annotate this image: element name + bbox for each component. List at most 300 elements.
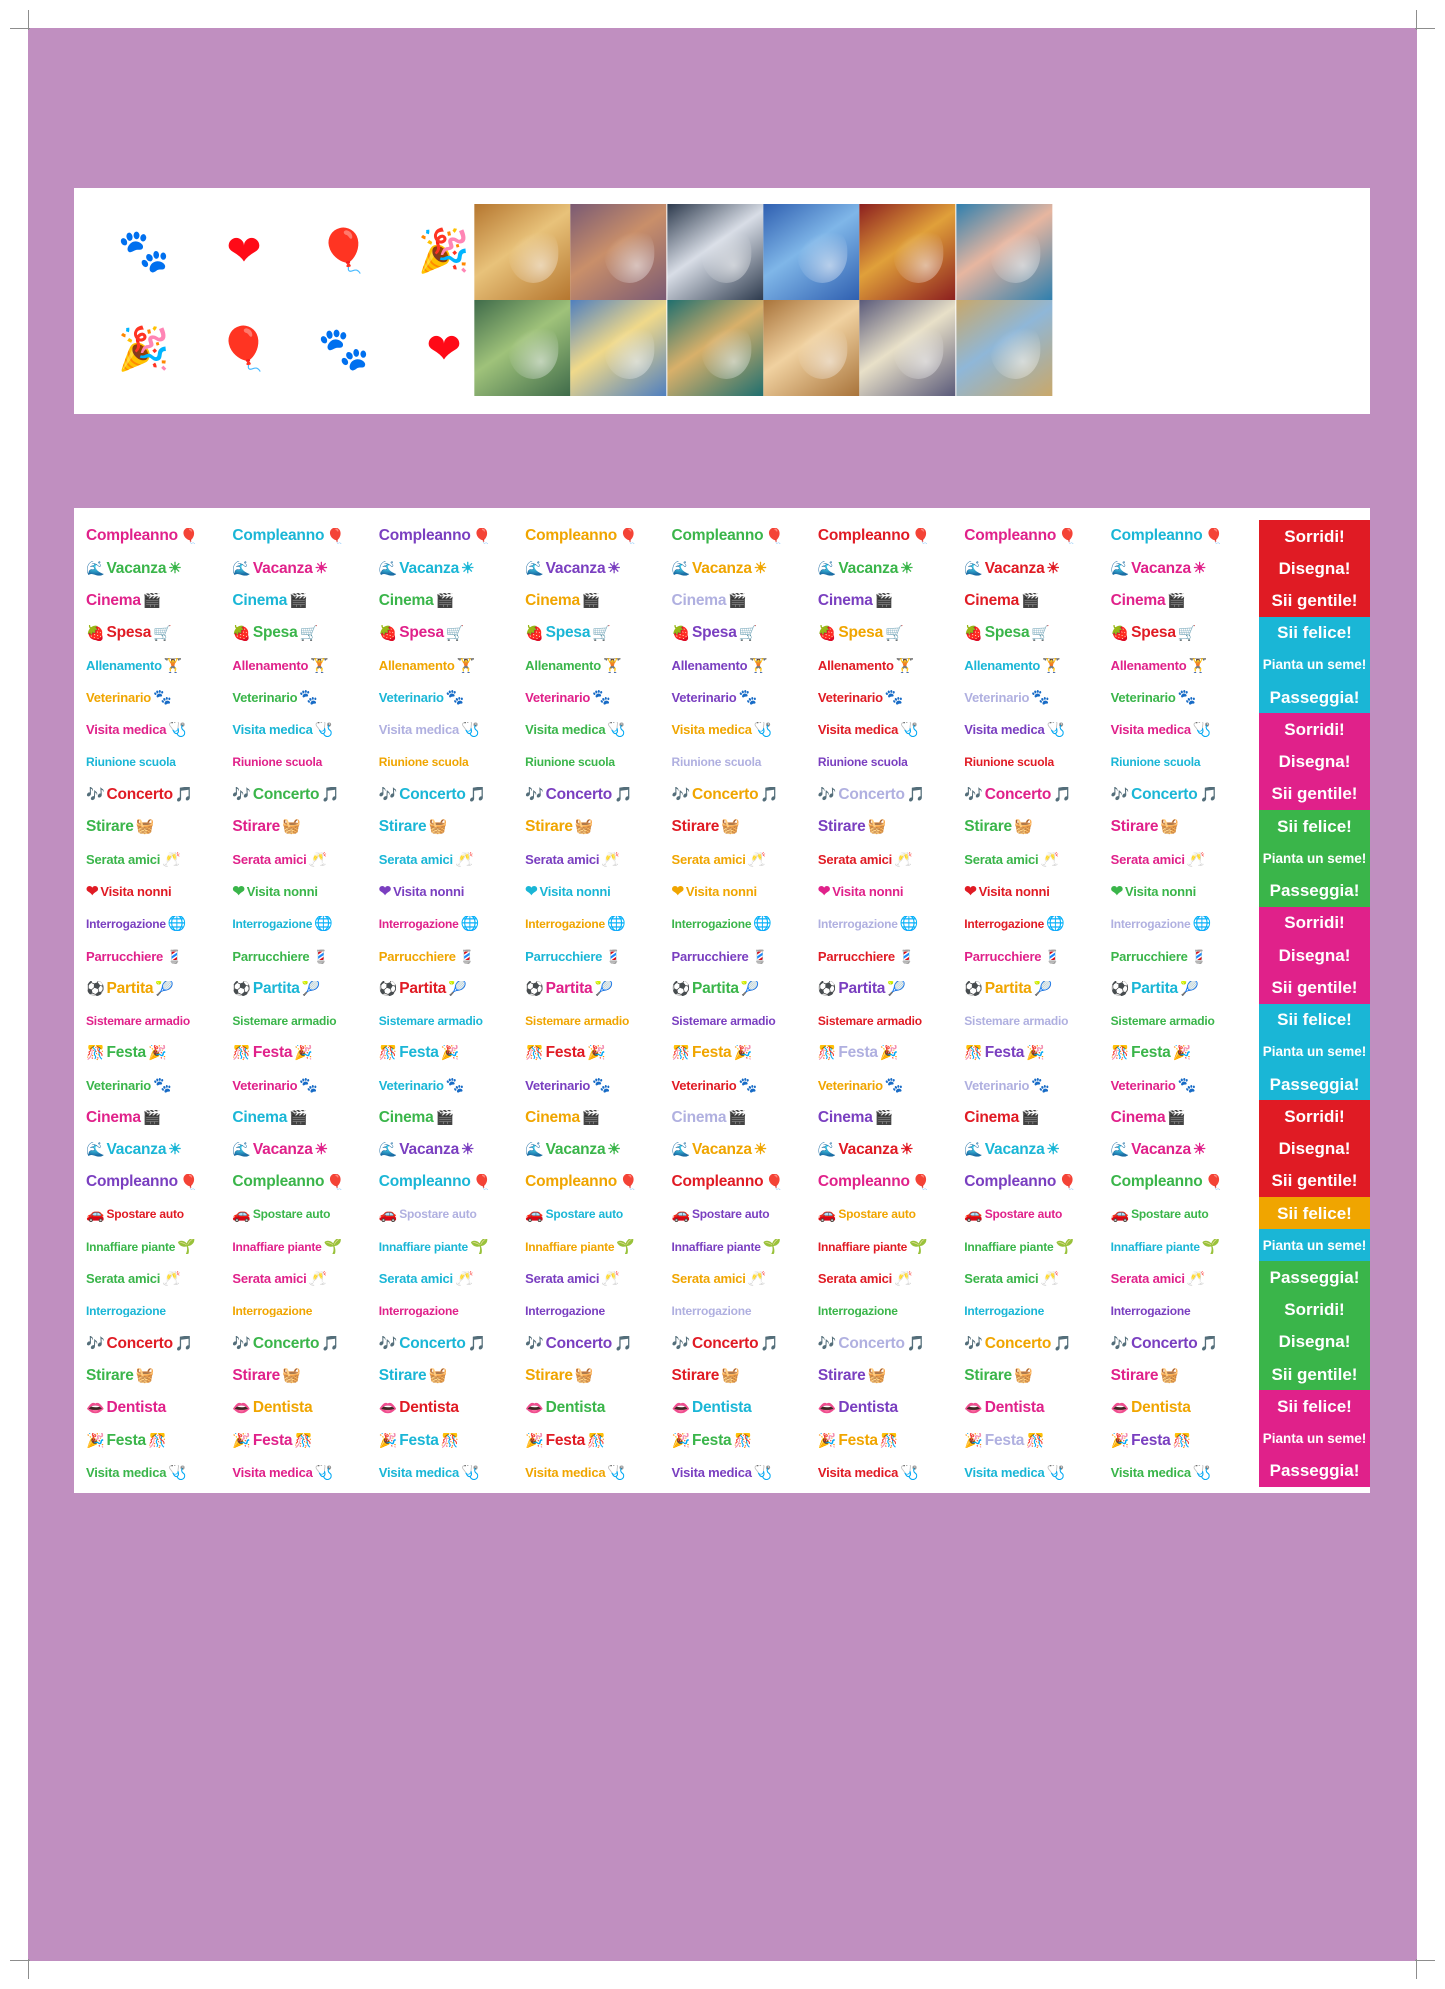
sticker-riunione-scuola[interactable]: [1109, 756, 1255, 768]
motivational-label[interactable]: [1259, 1294, 1370, 1326]
sticker-cinema[interactable]: [377, 1110, 523, 1126]
sticker-dentista[interactable]: [523, 1400, 669, 1416]
sticker-dentista[interactable]: [816, 1400, 962, 1416]
sticker-vacanza[interactable]: [523, 561, 669, 577]
sticker-cinema[interactable]: [670, 1110, 816, 1126]
sticker-spostare-auto[interactable]: [1109, 1207, 1255, 1222]
sticker-allenamento[interactable]: [377, 658, 523, 673]
sticker-festa[interactable]: [1109, 1433, 1255, 1449]
sticker-concerto[interactable]: [670, 1336, 816, 1352]
sticker-concerto[interactable]: [84, 787, 230, 803]
sticker-cinema[interactable]: [230, 593, 376, 609]
sticker-veterinario[interactable]: [816, 1078, 962, 1093]
motivational-label[interactable]: [1259, 1261, 1370, 1293]
motivational-label[interactable]: [1259, 1326, 1370, 1358]
sticker-dentista[interactable]: [377, 1400, 523, 1416]
sticker-partita[interactable]: [230, 981, 376, 997]
sticker-veterinario[interactable]: [377, 1078, 523, 1093]
sticker-serata-amici[interactable]: [377, 852, 523, 867]
sticker-visita-medica[interactable]: [377, 1465, 523, 1480]
motivational-label[interactable]: [1259, 681, 1370, 713]
sticker-festa[interactable]: [1109, 1045, 1255, 1061]
sticker-lead-icon: 🎶: [232, 786, 251, 803]
sticker-allenamento[interactable]: [670, 658, 816, 673]
sticker-spesa[interactable]: [84, 625, 230, 641]
sticker-stirare[interactable]: [84, 819, 230, 835]
sticker-interrogazione[interactable]: [84, 916, 230, 931]
sticker-visita-medica[interactable]: [816, 722, 962, 737]
sticker-festa[interactable]: [816, 1433, 962, 1449]
sticker-dentista[interactable]: [670, 1400, 816, 1416]
motivational-label[interactable]: [1259, 1358, 1370, 1390]
sticker-trailing-icon: 🎵: [467, 1335, 487, 1352]
sticker-partita[interactable]: [1109, 981, 1255, 997]
sticker-compleanno[interactable]: [230, 528, 376, 544]
sticker-vacanza[interactable]: [230, 1142, 376, 1158]
sticker-interrogazione[interactable]: [84, 1305, 230, 1317]
sticker-trailing-icon: ☀: [607, 560, 621, 577]
sticker-veterinario[interactable]: [523, 690, 669, 705]
sticker-cinema[interactable]: [1109, 593, 1255, 609]
sticker-compleanno[interactable]: [1109, 1174, 1255, 1190]
sticker-cinema[interactable]: [230, 1110, 376, 1126]
sticker-serata-amici[interactable]: [962, 1271, 1108, 1286]
sticker-parrucchiere[interactable]: [962, 949, 1108, 964]
sticker-vacanza[interactable]: [377, 1142, 523, 1158]
sticker-lead-icon: 🚗: [964, 1206, 983, 1222]
sticker-concerto[interactable]: [962, 787, 1108, 803]
motivational-label[interactable]: [1259, 1100, 1370, 1132]
motivational-label[interactable]: [1259, 1165, 1370, 1197]
sticker-cinema[interactable]: [962, 1110, 1108, 1126]
sticker-innaffiare-piante[interactable]: [1109, 1239, 1255, 1254]
sticker-concerto[interactable]: [816, 787, 962, 803]
sticker-compleanno[interactable]: [670, 1174, 816, 1190]
sticker-serata-amici[interactable]: [816, 852, 962, 867]
sticker-stirare[interactable]: [816, 819, 962, 835]
motivational-label[interactable]: [1259, 1455, 1370, 1487]
sticker-veterinario[interactable]: [670, 690, 816, 705]
sticker-innaffiare-piante[interactable]: [816, 1239, 962, 1254]
sticker-sistemare-armadio[interactable]: [816, 1015, 962, 1027]
sticker-interrogazione[interactable]: [962, 916, 1108, 931]
sticker-sistemare-armadio[interactable]: [523, 1015, 669, 1027]
sticker-serata-amici[interactable]: [670, 1271, 816, 1286]
sticker-stirare[interactable]: [962, 819, 1108, 835]
sticker-dentista[interactable]: [962, 1400, 1108, 1416]
sticker-innaffiare-piante[interactable]: [230, 1239, 376, 1254]
motivational-label[interactable]: [1259, 939, 1370, 971]
sticker-stirare[interactable]: [523, 819, 669, 835]
motivational-label[interactable]: [1259, 1036, 1370, 1068]
sticker-compleanno[interactable]: [84, 528, 230, 544]
sticker-label: Serata amici: [525, 851, 600, 867]
sticker-interrogazione[interactable]: [816, 1305, 962, 1317]
sticker-spesa[interactable]: [230, 625, 376, 641]
motivational-label[interactable]: [1259, 778, 1370, 810]
sticker-innaffiare-piante[interactable]: [962, 1239, 1108, 1254]
sticker-vacanza[interactable]: [523, 1142, 669, 1158]
sticker-cinema[interactable]: [84, 1110, 230, 1126]
sticker-lead-icon: 🎊: [964, 1045, 983, 1061]
sticker-concerto[interactable]: [377, 1336, 523, 1352]
photo-highlight: [605, 321, 655, 379]
sticker-serata-amici[interactable]: [816, 1271, 962, 1286]
sticker-spesa[interactable]: [962, 625, 1108, 641]
sticker-lead-icon: 🎶: [378, 786, 398, 803]
sticker-serata-amici[interactable]: [230, 1271, 376, 1286]
motivational-label[interactable]: [1259, 1068, 1370, 1100]
sticker-spesa[interactable]: [670, 625, 816, 641]
sticker-vacanza[interactable]: [230, 561, 376, 577]
sticker-festa[interactable]: [816, 1045, 962, 1061]
sticker-allenamento[interactable]: [1109, 658, 1255, 673]
sticker-veterinario[interactable]: [377, 690, 523, 705]
motivational-label[interactable]: [1259, 1004, 1370, 1036]
sticker-allenamento[interactable]: [816, 658, 962, 673]
sticker-interrogazione[interactable]: [1109, 916, 1255, 931]
sticker-lead-icon: 🌊: [86, 560, 105, 577]
sticker-allenamento[interactable]: [962, 658, 1108, 673]
sticker-spostare-auto[interactable]: [962, 1207, 1108, 1222]
motivational-label[interactable]: [1259, 746, 1370, 778]
sticker-trailing-icon: 🏋: [602, 657, 622, 673]
sticker-visita-medica[interactable]: [1109, 722, 1255, 737]
sticker-label: Stirare: [525, 819, 573, 835]
sticker-serata-amici[interactable]: [377, 1271, 523, 1286]
sticker-spostare-auto[interactable]: [84, 1207, 230, 1222]
sticker-spesa[interactable]: [377, 625, 523, 641]
sticker-riunione-scuola[interactable]: [816, 756, 962, 768]
sticker-trailing-icon: 🥂: [162, 851, 181, 867]
sticker-stirare[interactable]: [816, 1368, 962, 1384]
sticker-visita-nonni[interactable]: [816, 884, 962, 899]
sticker-cinema[interactable]: [816, 1110, 962, 1126]
sticker-stirare[interactable]: [1109, 1368, 1255, 1384]
sticker-dentista[interactable]: [230, 1400, 376, 1416]
sticker-innaffiare-piante[interactable]: [377, 1239, 523, 1254]
sticker-spesa[interactable]: [816, 625, 962, 641]
sticker-visita-medica[interactable]: [670, 722, 816, 737]
motivational-label[interactable]: [1259, 584, 1370, 616]
sticker-vacanza[interactable]: [962, 561, 1108, 577]
sticker-visita-nonni[interactable]: [962, 884, 1108, 899]
sticker-partita[interactable]: [84, 981, 230, 997]
sticker-sistemare-armadio[interactable]: [670, 1015, 816, 1027]
sticker-concerto[interactable]: [523, 787, 669, 803]
sticker-riunione-scuola[interactable]: [230, 756, 376, 768]
sticker-interrogazione[interactable]: [523, 916, 669, 931]
sticker-visita-nonni[interactable]: [230, 884, 376, 899]
sticker-concerto[interactable]: [1109, 1336, 1255, 1352]
sticker-riunione-scuola[interactable]: [523, 756, 669, 768]
sticker-interrogazione[interactable]: [670, 916, 816, 931]
sticker-concerto[interactable]: [84, 1336, 230, 1352]
motivational-label[interactable]: [1259, 520, 1370, 552]
sticker-spesa[interactable]: [1109, 625, 1255, 641]
sticker-spostare-auto[interactable]: [523, 1207, 669, 1222]
sticker-serata-amici[interactable]: [962, 852, 1108, 867]
sticker-veterinario[interactable]: [84, 1078, 230, 1093]
sticker-sistemare-armadio[interactable]: [962, 1015, 1108, 1027]
sticker-sistemare-armadio[interactable]: [1109, 1015, 1255, 1027]
motivational-label[interactable]: [1259, 552, 1370, 584]
sticker-visita-nonni[interactable]: [523, 884, 669, 899]
sticker-compleanno[interactable]: [523, 1174, 669, 1190]
sticker-spostare-auto[interactable]: [377, 1207, 523, 1222]
sticker-serata-amici[interactable]: [523, 852, 669, 867]
sticker-festa[interactable]: [962, 1433, 1108, 1449]
sticker-concerto[interactable]: [230, 1336, 376, 1352]
sticker-visita-medica[interactable]: [962, 1465, 1108, 1480]
motivational-label-text: Sorridi!: [1284, 1106, 1345, 1126]
sticker-riunione-scuola[interactable]: [962, 756, 1108, 768]
sticker-serata-amici[interactable]: [1109, 1271, 1255, 1286]
sticker-partita[interactable]: [670, 981, 816, 997]
sticker-lead-icon: 🎶: [525, 1335, 544, 1352]
sticker-visita-medica[interactable]: [816, 1465, 962, 1480]
sticker-riunione-scuola[interactable]: [84, 756, 230, 768]
sticker-stirare[interactable]: [670, 819, 816, 835]
sticker-compleanno[interactable]: [962, 528, 1108, 544]
sticker-label: Compleanno: [378, 1174, 471, 1190]
sticker-row: [84, 778, 1255, 810]
sticker-cinema[interactable]: [962, 593, 1108, 609]
sticker-festa[interactable]: [670, 1045, 816, 1061]
sticker-veterinario[interactable]: [230, 1078, 376, 1093]
sticker-visita-nonni[interactable]: [1109, 884, 1255, 899]
sticker-partita[interactable]: [816, 981, 962, 997]
sticker-serata-amici[interactable]: [84, 1271, 230, 1286]
sticker-parrucchiere[interactable]: [816, 949, 962, 964]
sticker-vacanza[interactable]: [670, 561, 816, 577]
sticker-compleanno[interactable]: [523, 528, 669, 544]
sticker-festa[interactable]: [230, 1433, 376, 1449]
sticker-festa[interactable]: [377, 1045, 523, 1061]
motivational-label[interactable]: [1259, 649, 1370, 681]
sticker-innaffiare-piante[interactable]: [523, 1239, 669, 1254]
motivational-label[interactable]: [1259, 1390, 1370, 1422]
sticker-vacanza[interactable]: [84, 1142, 230, 1158]
sticker-compleanno[interactable]: [816, 528, 962, 544]
sticker-riunione-scuola[interactable]: [670, 756, 816, 768]
sticker-concerto[interactable]: [962, 1336, 1108, 1352]
sticker-vacanza[interactable]: [962, 1142, 1108, 1158]
sticker-interrogazione[interactable]: [670, 1305, 816, 1317]
sticker-trailing-icon: 🌐: [607, 916, 626, 932]
sticker-innaffiare-piante[interactable]: [670, 1239, 816, 1254]
sticker-innaffiare-piante[interactable]: [84, 1239, 230, 1254]
sticker-compleanno[interactable]: [1109, 528, 1255, 544]
sticker-visita-medica[interactable]: [84, 1465, 230, 1480]
sticker-cinema[interactable]: [816, 593, 962, 609]
sticker-veterinario[interactable]: [816, 690, 962, 705]
motivational-label[interactable]: [1259, 1132, 1370, 1164]
sticker-interrogazione[interactable]: [816, 916, 962, 931]
sticker-visita-nonni[interactable]: [377, 884, 523, 899]
sticker-festa[interactable]: [670, 1433, 816, 1449]
sticker-dentista[interactable]: [1109, 1400, 1255, 1416]
sticker-interrogazione[interactable]: [230, 1305, 376, 1317]
sticker-compleanno[interactable]: [816, 1174, 962, 1190]
sticker-stirare[interactable]: [1109, 819, 1255, 835]
sticker-allenamento[interactable]: [230, 658, 376, 673]
sticker-interrogazione[interactable]: [523, 1305, 669, 1317]
sticker-vacanza[interactable]: [670, 1142, 816, 1158]
sticker-cinema[interactable]: [377, 593, 523, 609]
sticker-partita[interactable]: [962, 981, 1108, 997]
sticker-visita-medica[interactable]: [230, 722, 376, 737]
motivational-label[interactable]: [1259, 971, 1370, 1003]
sticker-cinema[interactable]: [84, 593, 230, 609]
sticker-cinema[interactable]: [523, 593, 669, 609]
sticker-visita-medica[interactable]: [230, 1465, 376, 1480]
sticker-visita-medica[interactable]: [377, 722, 523, 737]
sticker-label: Innaffiare piante: [964, 1239, 1054, 1254]
sticker-stirare[interactable]: [84, 1368, 230, 1384]
sticker-concerto[interactable]: [523, 1336, 669, 1352]
sticker-visita-medica[interactable]: [84, 722, 230, 737]
sticker-serata-amici[interactable]: [84, 852, 230, 867]
sticker-trailing-icon: 🎈: [326, 528, 345, 544]
sticker-riunione-scuola[interactable]: [377, 756, 523, 768]
sticker-veterinario[interactable]: [1109, 690, 1255, 705]
sticker-spostare-auto[interactable]: [670, 1207, 816, 1222]
sticker-spostare-auto[interactable]: [816, 1207, 962, 1222]
motivational-label[interactable]: [1259, 810, 1370, 842]
sticker-visita-medica[interactable]: [1109, 1465, 1255, 1480]
sticker-interrogazione[interactable]: [962, 1305, 1108, 1317]
sticker-stirare[interactable]: [670, 1368, 816, 1384]
sticker-stirare[interactable]: [230, 1368, 376, 1384]
sticker-sistemare-armadio[interactable]: [377, 1015, 523, 1027]
sticker-dentista[interactable]: [84, 1400, 230, 1416]
sticker-visita-medica[interactable]: [523, 722, 669, 737]
sticker-stirare[interactable]: [523, 1368, 669, 1384]
motivational-label[interactable]: [1259, 1423, 1370, 1455]
sticker-compleanno[interactable]: [377, 528, 523, 544]
sticker-concerto[interactable]: [377, 787, 523, 803]
sticker-festa[interactable]: [84, 1045, 230, 1061]
sticker-spesa[interactable]: [523, 625, 669, 641]
motivational-label[interactable]: [1259, 907, 1370, 939]
sticker-vacanza[interactable]: [84, 561, 230, 577]
sticker-serata-amici[interactable]: [230, 852, 376, 867]
sticker-veterinario[interactable]: [962, 690, 1108, 705]
sticker-trailing-icon: 🐾: [299, 690, 318, 706]
sticker-visita-medica[interactable]: [523, 1465, 669, 1480]
sticker-compleanno[interactable]: [230, 1174, 376, 1190]
sticker-veterinario[interactable]: [230, 690, 376, 705]
sticker-vacanza[interactable]: [816, 561, 962, 577]
sticker-visita-medica[interactable]: [962, 722, 1108, 737]
sticker-concerto[interactable]: [670, 787, 816, 803]
sticker-allenamento[interactable]: [84, 658, 230, 673]
sticker-lead-icon: 🚗: [525, 1206, 544, 1222]
sticker-label: Partita: [545, 980, 593, 997]
sticker-stirare[interactable]: [377, 819, 523, 835]
sticker-interrogazione[interactable]: [230, 916, 376, 931]
sticker-festa[interactable]: [962, 1045, 1108, 1061]
sticker-visita-medica[interactable]: [670, 1465, 816, 1480]
motivational-label[interactable]: [1259, 842, 1370, 874]
sticker-trailing-icon: 🎈: [911, 528, 931, 544]
sticker-compleanno[interactable]: [84, 1174, 230, 1190]
sticker-partita[interactable]: [523, 981, 669, 997]
sticker-festa[interactable]: [84, 1433, 230, 1449]
sticker-veterinario[interactable]: [962, 1078, 1108, 1093]
sticker-veterinario[interactable]: [84, 690, 230, 705]
motivational-label[interactable]: [1259, 1197, 1370, 1229]
sticker-trailing-icon: 🧺: [1013, 1368, 1033, 1384]
sticker-allenamento[interactable]: [523, 658, 669, 673]
sticker-label: Spostare auto: [984, 1207, 1063, 1222]
sticker-vacanza[interactable]: [377, 561, 523, 577]
sticker-label: Visita medica: [378, 1465, 460, 1481]
sticker-compleanno[interactable]: [670, 528, 816, 544]
motivational-label[interactable]: [1259, 875, 1370, 907]
sticker-parrucchiere[interactable]: [1109, 949, 1255, 964]
sticker-sistemare-armadio[interactable]: [230, 1015, 376, 1027]
motivational-label[interactable]: [1259, 1229, 1370, 1261]
sticker-interrogazione[interactable]: [377, 916, 523, 931]
sticker-concerto[interactable]: [816, 1336, 962, 1352]
sticker-interrogazione[interactable]: [1109, 1305, 1255, 1317]
sticker-serata-amici[interactable]: [1109, 852, 1255, 867]
sticker-stirare[interactable]: [377, 1368, 523, 1384]
motivational-label[interactable]: [1259, 617, 1370, 649]
sticker-parrucchiere[interactable]: [377, 949, 523, 964]
sticker-parrucchiere[interactable]: [84, 949, 230, 964]
sticker-vacanza[interactable]: [1109, 561, 1255, 577]
sticker-label: Spesa: [252, 625, 298, 641]
sticker-parrucchiere[interactable]: [670, 949, 816, 964]
sticker-trailing-icon: 💈: [896, 948, 916, 964]
sticker-visita-nonni[interactable]: [84, 884, 230, 899]
motivational-label[interactable]: [1259, 713, 1370, 745]
sticker-sistemare-armadio[interactable]: [84, 1015, 230, 1027]
sticker-parrucchiere[interactable]: [230, 949, 376, 964]
photo-mermaid: [956, 204, 1052, 300]
sticker-veterinario[interactable]: [523, 1078, 669, 1093]
sticker-cinema[interactable]: [670, 593, 816, 609]
sticker-compleanno[interactable]: [962, 1174, 1108, 1190]
sticker-cinema[interactable]: [523, 1110, 669, 1126]
sticker-parrucchiere[interactable]: [523, 949, 669, 964]
sticker-serata-amici[interactable]: [670, 852, 816, 867]
sticker-festa[interactable]: [230, 1045, 376, 1061]
sticker-concerto[interactable]: [1109, 787, 1255, 803]
sticker-festa[interactable]: [523, 1433, 669, 1449]
sticker-label: Cinema: [964, 1109, 1020, 1126]
sticker-spostare-auto[interactable]: [230, 1207, 376, 1222]
sticker-compleanno[interactable]: [377, 1174, 523, 1190]
sticker-stirare[interactable]: [962, 1368, 1108, 1384]
sticker-interrogazione[interactable]: [377, 1305, 523, 1317]
sticker-stirare[interactable]: [230, 819, 376, 835]
sticker-vacanza[interactable]: [1109, 1142, 1255, 1158]
sticker-serata-amici[interactable]: [523, 1271, 669, 1286]
sticker-veterinario[interactable]: [1109, 1078, 1255, 1093]
sticker-festa[interactable]: [523, 1045, 669, 1061]
sticker-visita-nonni[interactable]: [670, 884, 816, 899]
sticker-veterinario[interactable]: [670, 1078, 816, 1093]
sticker-cinema[interactable]: [1109, 1110, 1255, 1126]
sticker-partita[interactable]: [377, 981, 523, 997]
sticker-vacanza[interactable]: [816, 1142, 962, 1158]
sticker-concerto[interactable]: [230, 787, 376, 803]
sticker-festa[interactable]: [377, 1433, 523, 1449]
